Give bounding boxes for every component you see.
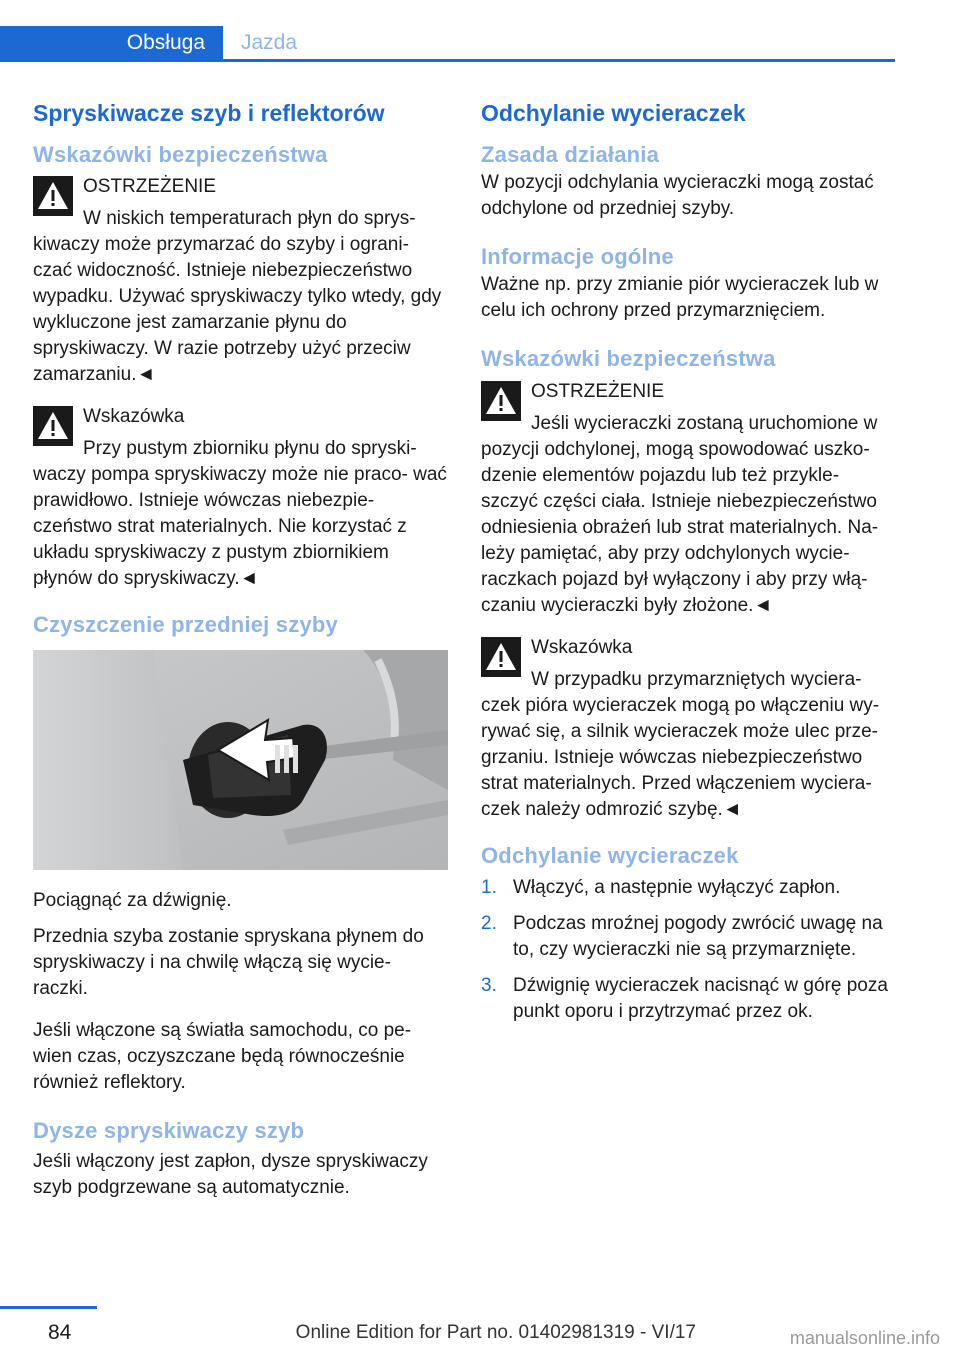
warning-first-line: Jeśli wycieraczki zostaną uruchomione w xyxy=(531,412,878,434)
note-text: waczy pompa spryskiwaczy może nie praco‐ wać prawidłowo. Istnieje wówczas niebezpie‐ czeństwo strat materialnych. Nie korzystać z układu spryskiwaczy z pustym zbiornikiem płynów do spryskiwaczy.◄ xyxy=(33,463,447,589)
warning-first-line: W niskich temperaturach płyn do sprys‐ xyxy=(83,207,416,229)
safety-heading: Wskazówki bezpieczeństwa xyxy=(33,141,328,167)
edition-label: Online Edition for Part no. 01402981319 - VI/17 xyxy=(295,1322,696,1343)
warning-triangle-icon xyxy=(481,637,521,677)
procedure-heading: Odchylanie wycieraczek xyxy=(481,842,739,868)
note-block xyxy=(481,635,896,823)
left-column xyxy=(33,100,448,1201)
warning-triangle-icon xyxy=(33,406,73,446)
wiper-lever-photo xyxy=(33,650,448,870)
section-title: Spryskiwacze szyb i reflektorów xyxy=(33,100,385,126)
footer-divider xyxy=(0,1306,97,1309)
note-title: Wskazówka xyxy=(531,636,633,658)
principle-text: W pozycji odchylania wycieraczki mogą zostać odchylone od przedniej szyby. xyxy=(481,171,874,219)
section-title-right: Odchylanie wycieraczek xyxy=(481,100,746,126)
step-number: 3. xyxy=(481,975,497,997)
general-text: Ważne np. przy zmianie piór wycieraczek lub w celu ich ochrony przed przymarznięciem. xyxy=(481,274,879,322)
safety-heading-right: Wskazówki bezpieczeństwa xyxy=(481,346,776,372)
note-block xyxy=(33,404,448,592)
step-text: Włączyć, a następnie wyłączyć zapłon. xyxy=(513,877,841,899)
step-text: Dźwignię wycieraczek nacisnąć w górę poza punkt oporu i przytrzymać przez ok. xyxy=(513,975,888,1023)
tab-obsluga[interactable]: Obsługa xyxy=(0,26,223,60)
note-first-line: Przy pustym zbiorniku płynu do spryski‐ xyxy=(83,437,417,459)
step-number: 1. xyxy=(481,877,497,899)
header-divider xyxy=(0,59,895,62)
cleaning-heading: Czyszczenie przedniej szyby xyxy=(33,611,338,637)
warning-block xyxy=(481,379,896,619)
list-item xyxy=(481,875,896,901)
warning-text: kiwaczy może przymarzać do szyby i ograni‐ czać widoczność. Istnieje niebezpieczeństwo wypadku. Używać spryskiwaczy tylko wtedy, gdy wykluczone jest zamarzanie płynu do spryskiwaczy. W razie potrzeby użyć przeciw zamarzaniu.◄ xyxy=(33,233,442,385)
watermark: manualsonline.info xyxy=(789,1328,940,1348)
note-text: czek pióra wycieraczek mogą po włączeniu wy‐ rywać się, a silnik wycieraczek może ulec prze‐ grzaniu. Istnieje wówczas niebezpieczeństwo strat materialnych. Przed włączeniem wyciera‐ czek należy odmrozić szybę.◄ xyxy=(481,694,880,820)
warning-title: OSTRZEŻENIE xyxy=(83,175,217,197)
general-heading: Informacje ogólne xyxy=(481,243,674,269)
note-first-line: W przypadku przymarzniętych wyciera‐ xyxy=(531,668,862,690)
list-item xyxy=(481,973,896,1025)
nozzles-text: Jeśli włączony jest zapłon, dysze spryskiwaczy szyb podgrzewane są automatycznie. xyxy=(33,1150,428,1198)
warning-text: pozycji odchylonej, mogą spowodować uszko‐ dzenie elementów pojazdu lub też przykle‐ szczyć części ciała. Istnieje niebezpieczeństwo odniesienia obrażeń lub strat materialnych. Na‐ leży pamiętać, aby przy odchylonych wycie‐ raczkach pojazd był wyłączony i aby przy włą‐ czaniu wycieraczki były złożone.◄ xyxy=(481,438,879,616)
step-text: Podczas mroźnej pogody zwrócić uwagę na to, czy wycieraczki nie są przymarznięte. xyxy=(513,913,883,961)
principle-heading: Zasada działania xyxy=(481,141,660,167)
procedure-steps xyxy=(481,875,896,1025)
pull-lever-text: Pociągnąć za dźwignię. xyxy=(33,890,232,912)
warning-triangle-icon xyxy=(33,176,73,216)
warning-block xyxy=(33,174,448,388)
list-item xyxy=(481,911,896,963)
page-number: 84 xyxy=(48,1321,72,1344)
tab-jazda[interactable]: Jazda xyxy=(241,31,298,54)
right-column xyxy=(481,100,896,1035)
washer-result-text: Przednia szyba zostanie spryskana płynem do spryskiwaczy i na chwilę włączą się wycie‐ raczki. xyxy=(33,926,424,1000)
headlight-text: Jeśli włączone są światła samochodu, co pe‐ wien czas, oczyszczane będą równocześnie również reflektory. xyxy=(33,1020,412,1094)
step-number: 2. xyxy=(481,913,497,935)
note-title: Wskazówka xyxy=(83,405,185,427)
nozzles-heading: Dysze spryskiwaczy szyb xyxy=(33,1118,305,1144)
warning-triangle-icon xyxy=(481,381,521,421)
warning-title: OSTRZEŻENIE xyxy=(531,380,665,402)
header-tabs xyxy=(0,0,895,62)
